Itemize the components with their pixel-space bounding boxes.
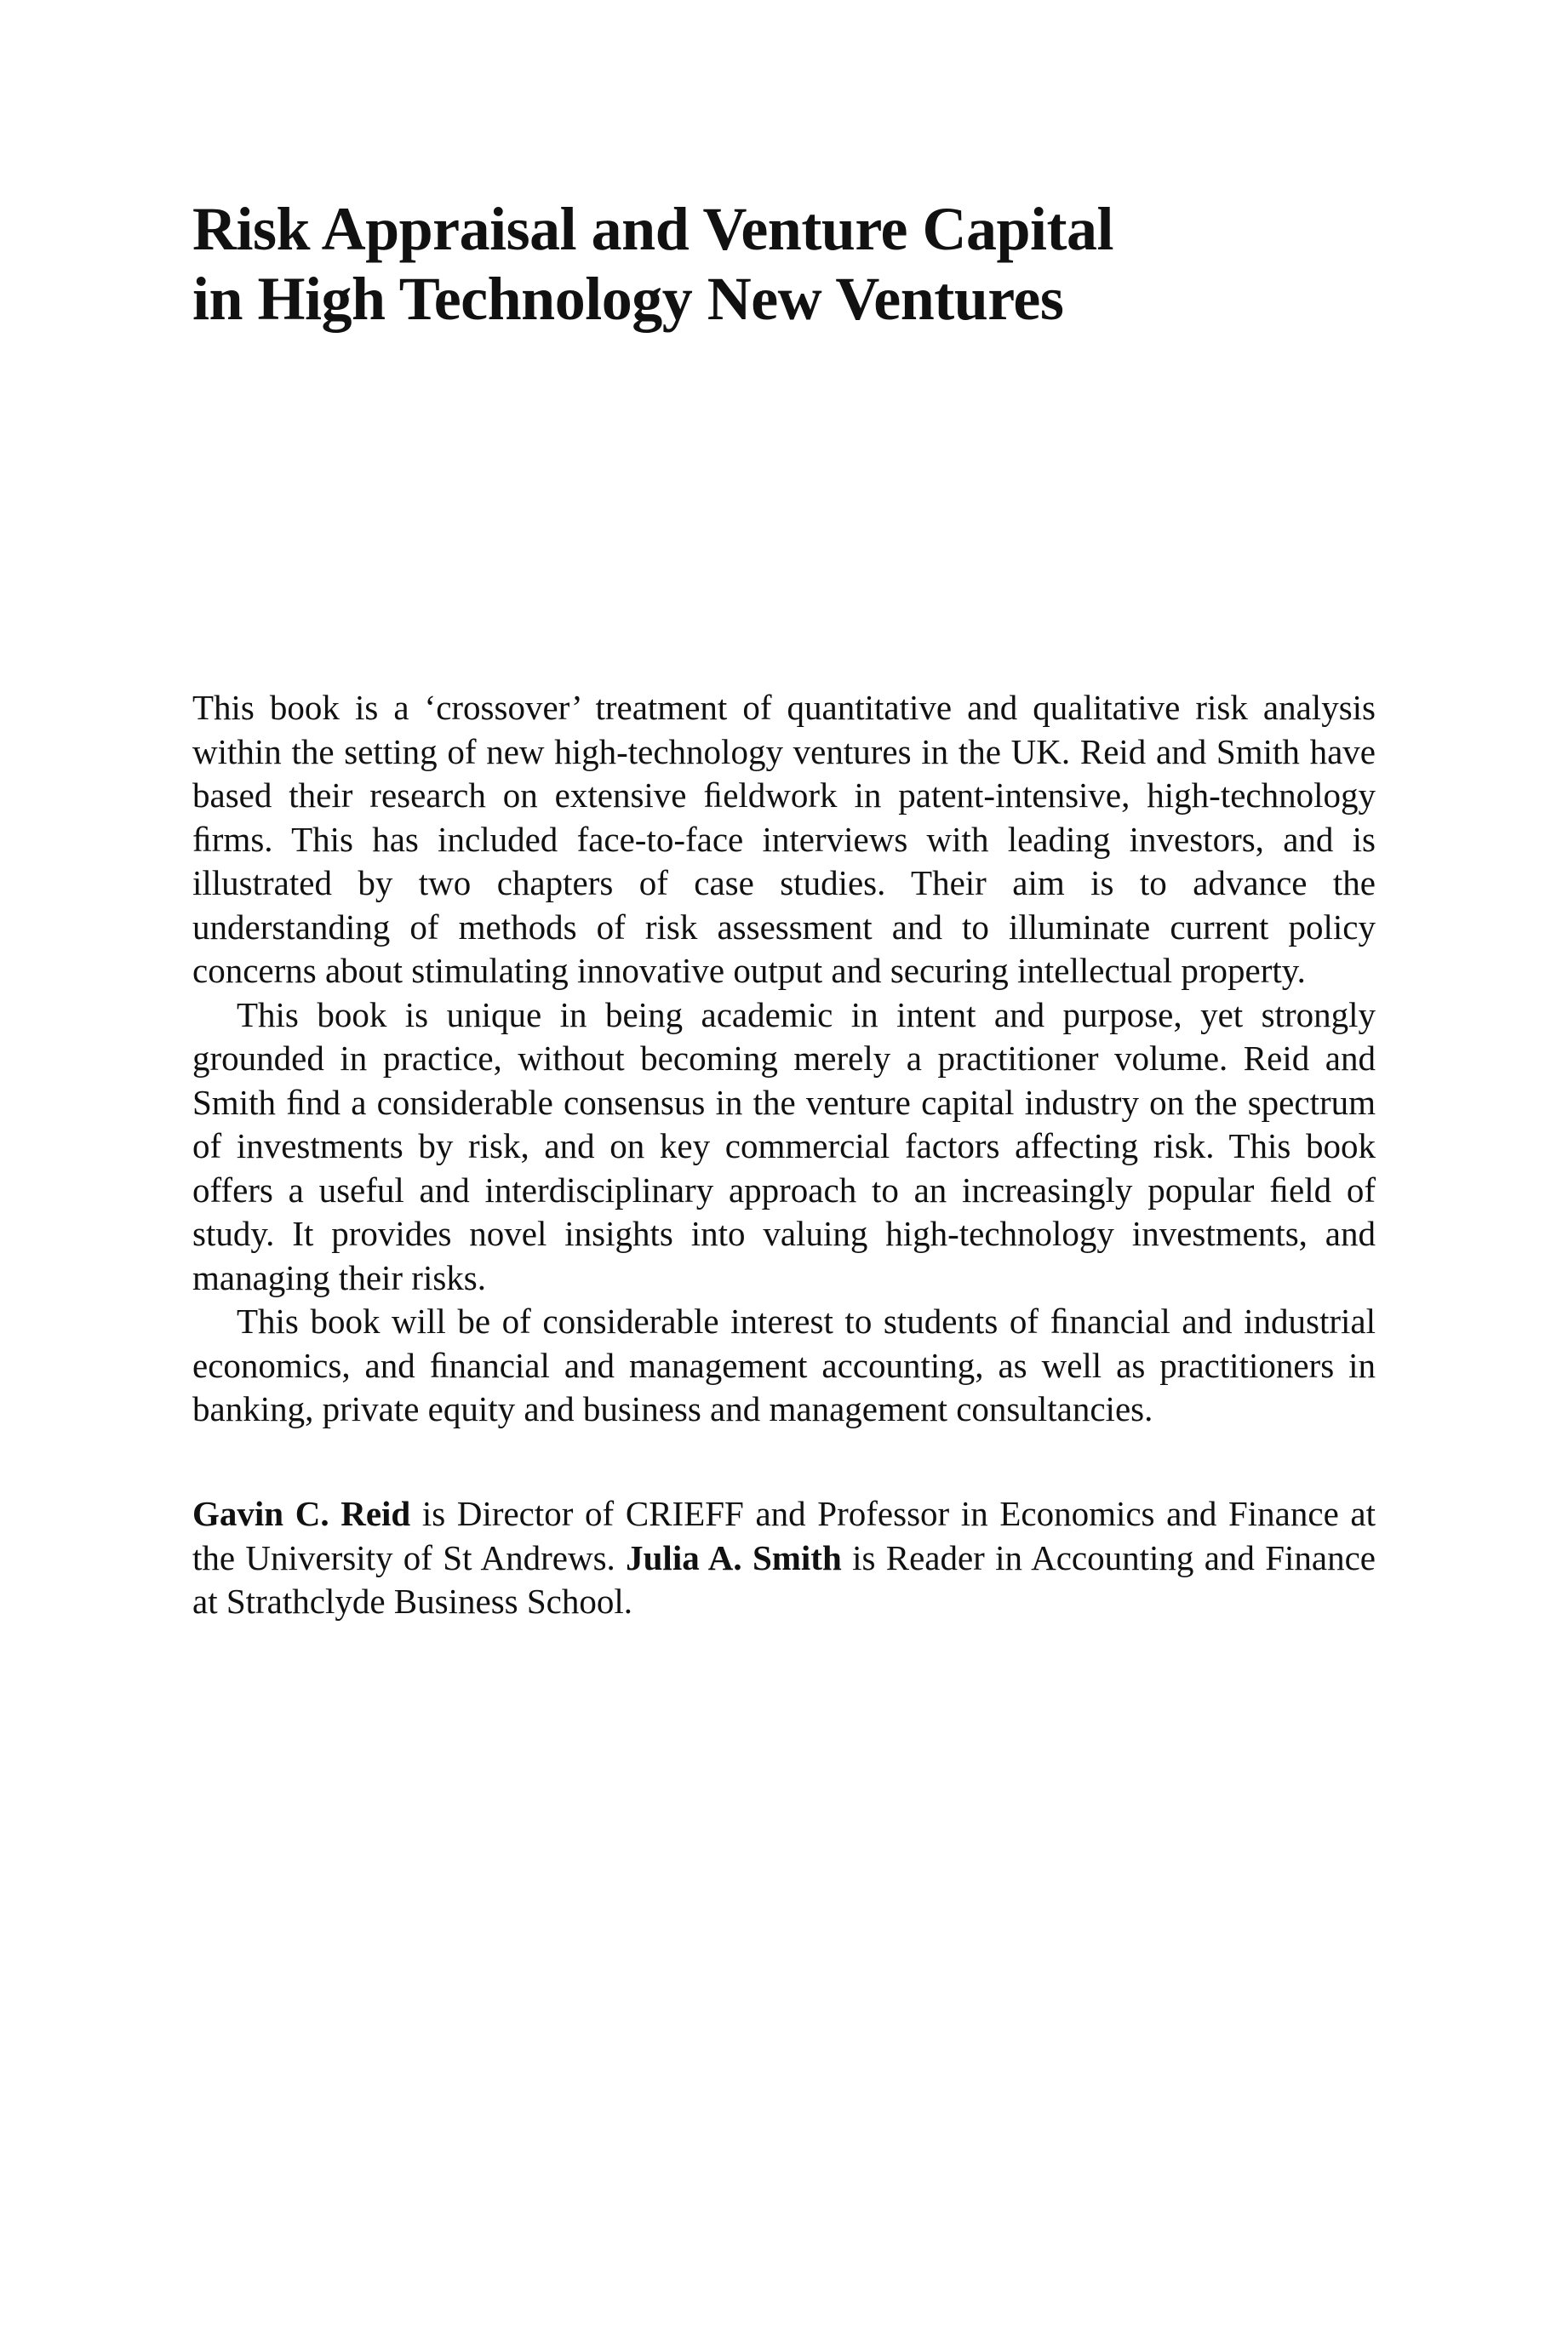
book-title <box>192 194 1384 334</box>
author-name-reid: Gavin C. Reid <box>192 1494 411 1533</box>
book-title-line-2: in High Technology New Ventures <box>192 265 1064 333</box>
author-name-smith: Julia A. Smith <box>626 1537 842 1577</box>
author-bio <box>192 1492 1376 1624</box>
author-desc-smith: is Reader in Accounting and Finance at Strathclyde Business School. <box>192 1537 1376 1621</box>
description-paragraph-3: This book will be of considerable interest to students of ﬁnancial and industrial economics, and ﬁnancial and management accounting, as well as practitioners in banking, private equity and business and management consultancies. <box>192 1302 1376 1428</box>
author-desc-reid: is Director of CRIEFF and Professor in Economics and Finance at the University of St Andrews. <box>192 1494 1376 1577</box>
description-paragraph-2: This book is unique in being academic in intent and purpose, yet strongly grounded in practice, without becoming merely a practitioner volume. Reid and Smith ﬁnd a considerable consensus in the venture capital industry on the spectrum of investments by risk, and on key commercial factors affecting risk. This book offers a useful and interdisciplinary approach to an increasingly popular ﬁeld of study. It provides novel insights into valuing high-technology investments, and managing their risks. <box>192 994 1376 1297</box>
book-description <box>192 686 1376 1432</box>
description-paragraph-1: This book is a ‘crossover’ treatment of quantitative and qualitative risk analysis within the setting of new high-technology ventures in the UK. Reid and Smith have based their research on extensive ﬁeldwork in patent-intensive, high-technology ﬁrms. This has included face-to-face interviews with leading investors, and is illustrated by two chapters of case studies. Their aim is to advance the understanding of methods of risk assessment and to illuminate current policy concerns about stimulating innovative output and securing intellectual property. <box>192 688 1376 990</box>
book-title-line-1: Risk Appraisal and Venture Capital <box>192 195 1113 263</box>
